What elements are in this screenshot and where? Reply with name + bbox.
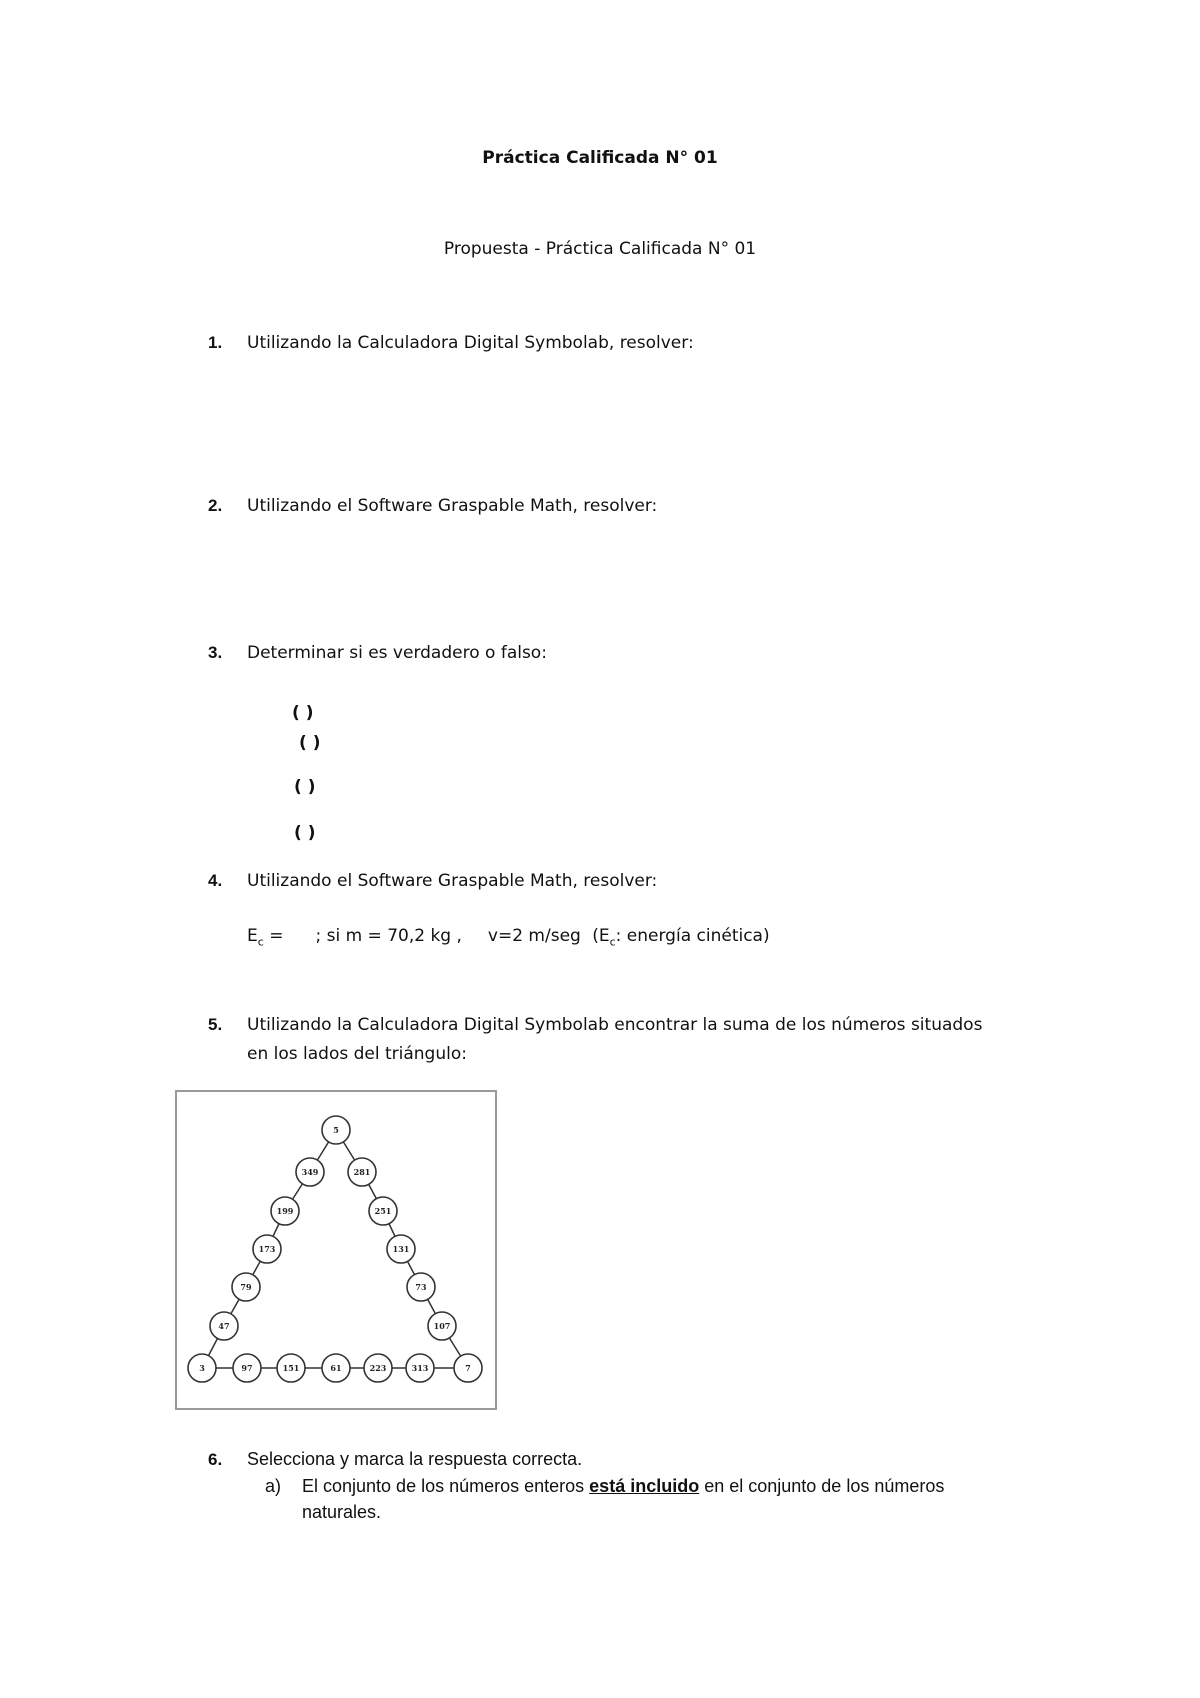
node-right-2	[369, 1197, 397, 1225]
question-5-line-2: en los lados del triángulo:	[247, 1044, 467, 1064]
option-a-emphasis: está incluido	[589, 1476, 700, 1496]
node-right-4	[407, 1273, 435, 1301]
node-left-2	[271, 1197, 299, 1225]
ec-equals: =	[263, 926, 284, 946]
node-bottom-1	[188, 1354, 216, 1382]
node-left-3	[253, 1235, 281, 1263]
node-right-1-label: 281	[353, 1167, 371, 1177]
ec-subscript: c	[257, 935, 264, 949]
question-3-number: 3.	[208, 643, 223, 662]
option-a-line-2: naturales.	[302, 1502, 382, 1522]
node-right-1	[348, 1158, 376, 1186]
ec-condition: ; si m = 70,2 kg ,	[315, 926, 462, 946]
node-apex-label: 5	[333, 1125, 339, 1135]
node-bottom-5	[364, 1354, 392, 1382]
node-left-1-label: 349	[301, 1167, 319, 1177]
question-4-number: 4.	[208, 871, 223, 890]
node-left-5-label: 47	[218, 1321, 230, 1331]
true-false-blank-1[interactable]: ( )	[292, 703, 314, 723]
question-5-line-1: Utilizando la Calculadora Digital Symbolab encontrar la suma de los números situados	[247, 1015, 983, 1035]
node-bottom-7	[454, 1354, 482, 1382]
node-left-2-label: 199	[276, 1206, 294, 1216]
true-false-blank-2[interactable]: ( )	[299, 733, 321, 753]
node-left-5	[210, 1312, 238, 1340]
node-bottom-1-label: 3	[199, 1363, 205, 1373]
ec-symbol: E	[247, 926, 258, 946]
question-2-text: Utilizando el Software Graspable Math, resolver:	[247, 496, 658, 516]
question-5-number: 5.	[208, 1015, 223, 1034]
true-false-blank-3[interactable]: ( )	[294, 777, 316, 797]
node-left-1	[296, 1158, 324, 1186]
node-right-3-label: 131	[392, 1244, 410, 1254]
option-a-post: en el conjunto de los números	[699, 1476, 945, 1496]
node-bottom-5-label: 223	[369, 1363, 387, 1373]
node-left-4-label: 79	[240, 1282, 252, 1292]
node-right-5	[428, 1312, 456, 1340]
node-left-3-label: 173	[258, 1244, 276, 1254]
node-bottom-4-label: 61	[330, 1363, 342, 1373]
ec-note-rest: : energía cinética)	[615, 926, 770, 946]
page-title: Práctica Calificada N° 01	[482, 148, 718, 168]
question-2-number: 2.	[208, 496, 223, 515]
node-right-4-label: 73	[415, 1282, 427, 1292]
node-right-2-label: 251	[374, 1206, 392, 1216]
ec-velocity: v=2 m/seg	[487, 926, 581, 946]
node-bottom-3	[277, 1354, 305, 1382]
node-right-5-label: 107	[433, 1321, 451, 1331]
node-left-4	[232, 1273, 260, 1301]
node-bottom-4	[322, 1354, 350, 1382]
node-bottom-2	[233, 1354, 261, 1382]
number-triangle-figure	[175, 1090, 497, 1410]
option-a-pre: El conjunto de los números enteros	[302, 1476, 590, 1496]
node-apex	[322, 1116, 350, 1144]
true-false-blank-4[interactable]: ( )	[294, 823, 316, 843]
node-right-3	[387, 1235, 415, 1263]
node-bottom-7-label: 7	[465, 1363, 471, 1373]
kinetic-energy-line	[247, 926, 770, 948]
node-bottom-6-label: 313	[411, 1363, 429, 1373]
node-bottom-2-label: 97	[241, 1363, 253, 1373]
option-a-label[interactable]: a)	[265, 1476, 282, 1496]
question-4-text: Utilizando el Software Graspable Math, resolver:	[247, 871, 658, 891]
ec-note-subscript: c	[609, 935, 616, 949]
ec-note-open: (E	[592, 926, 610, 946]
question-6-number: 6.	[208, 1450, 223, 1469]
option-a-text[interactable]	[302, 1476, 944, 1497]
node-bottom-3-label: 151	[282, 1363, 300, 1373]
question-1-text: Utilizando la Calculadora Digital Symbolab, resolver:	[247, 333, 694, 353]
question-1-number: 1.	[208, 333, 223, 352]
question-3-text: Determinar si es verdadero o falso:	[247, 643, 547, 663]
question-6-text: Selecciona y marca la respuesta correcta.	[247, 1449, 583, 1469]
page-subtitle: Propuesta - Práctica Calificada N° 01	[443, 239, 757, 259]
node-bottom-6	[406, 1354, 434, 1382]
